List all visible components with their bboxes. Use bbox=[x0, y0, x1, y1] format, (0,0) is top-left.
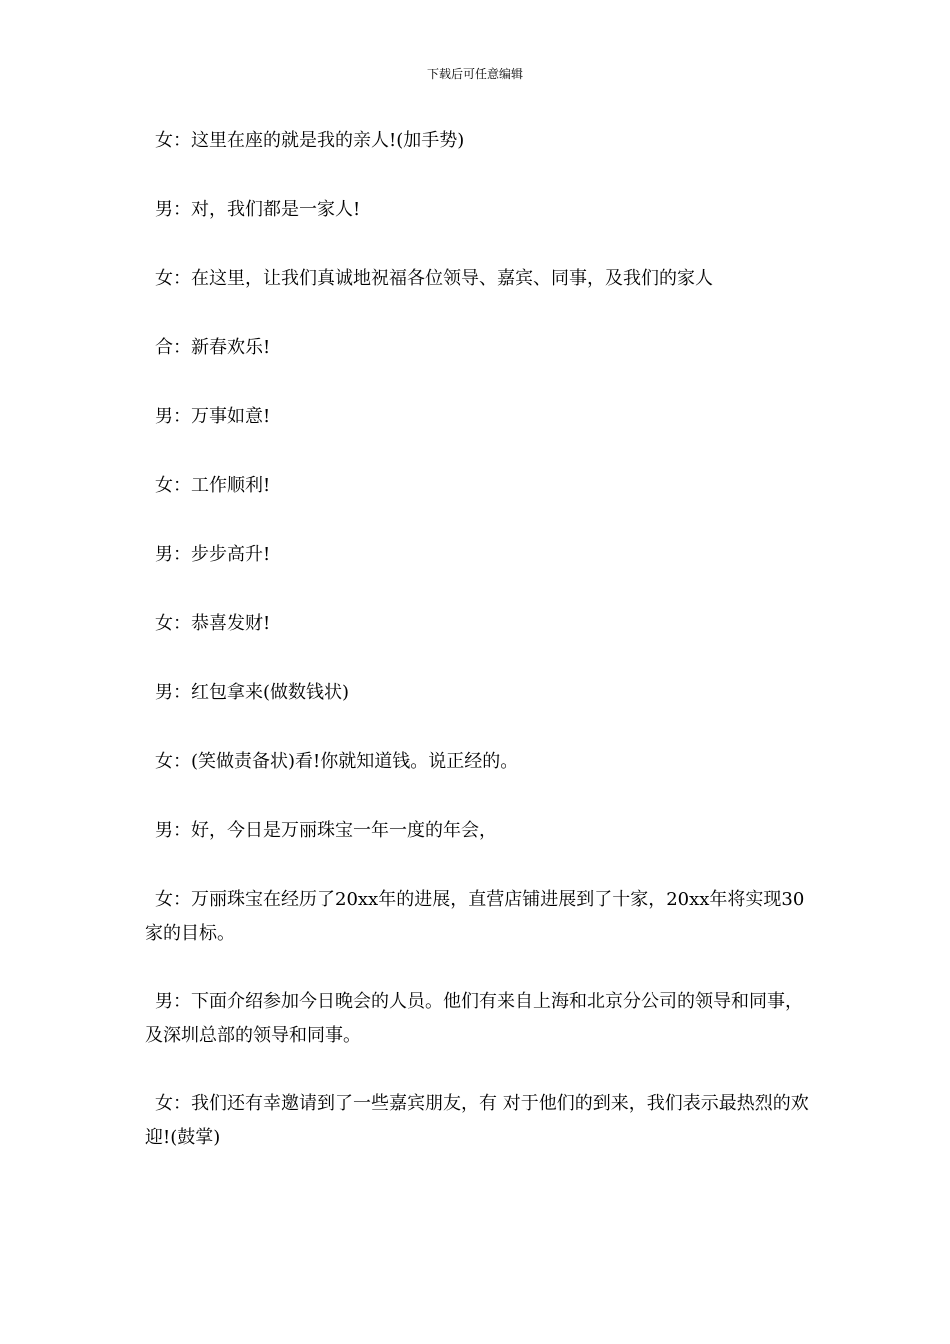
paragraph: 女：在这里，让我们真诚地祝福各位领导、嘉宾、同事，及我们的家人 bbox=[155, 268, 713, 289]
paragraph: 男：对，我们都是一家人! bbox=[155, 199, 361, 220]
paragraph: 女：这里在座的就是我的亲人!(加手势) bbox=[155, 130, 465, 151]
paragraph: 男：步步高升! bbox=[155, 544, 271, 565]
paragraph: 女：我们还有幸邀请到了一些嘉宾朋友，有 对于他们的到来，我们表示最热烈的欢迎!(鼓掌) bbox=[145, 1093, 809, 1148]
paragraph: 男：万事如意! bbox=[155, 406, 271, 427]
paragraph: 女：万丽珠宝在经历了20xx年的进展，直营店铺进展到了十家，20xx年将实现30家的目标。 bbox=[145, 889, 805, 944]
paragraph: 女：恭喜发财! bbox=[155, 613, 271, 634]
paragraph: 男：红包拿来(做数钱状) bbox=[155, 682, 350, 703]
paragraph: 女：工作顺利! bbox=[155, 475, 271, 496]
paragraph: 合：新春欢乐! bbox=[155, 337, 271, 358]
paragraph: 男：下面介绍参加今日晚会的人员。他们有来自上海和北京分公司的领导和同事，及深圳总部的领导和同事。 bbox=[145, 991, 803, 1046]
document-body bbox=[145, 124, 810, 1189]
paragraph: 女：(笑做责备状)看!你就知道钱。说正经的。 bbox=[155, 751, 519, 772]
page-header: 下载后可任意编辑 bbox=[426, 67, 523, 81]
paragraph: 男：好，今日是万丽珠宝一年一度的年会， bbox=[155, 820, 497, 841]
